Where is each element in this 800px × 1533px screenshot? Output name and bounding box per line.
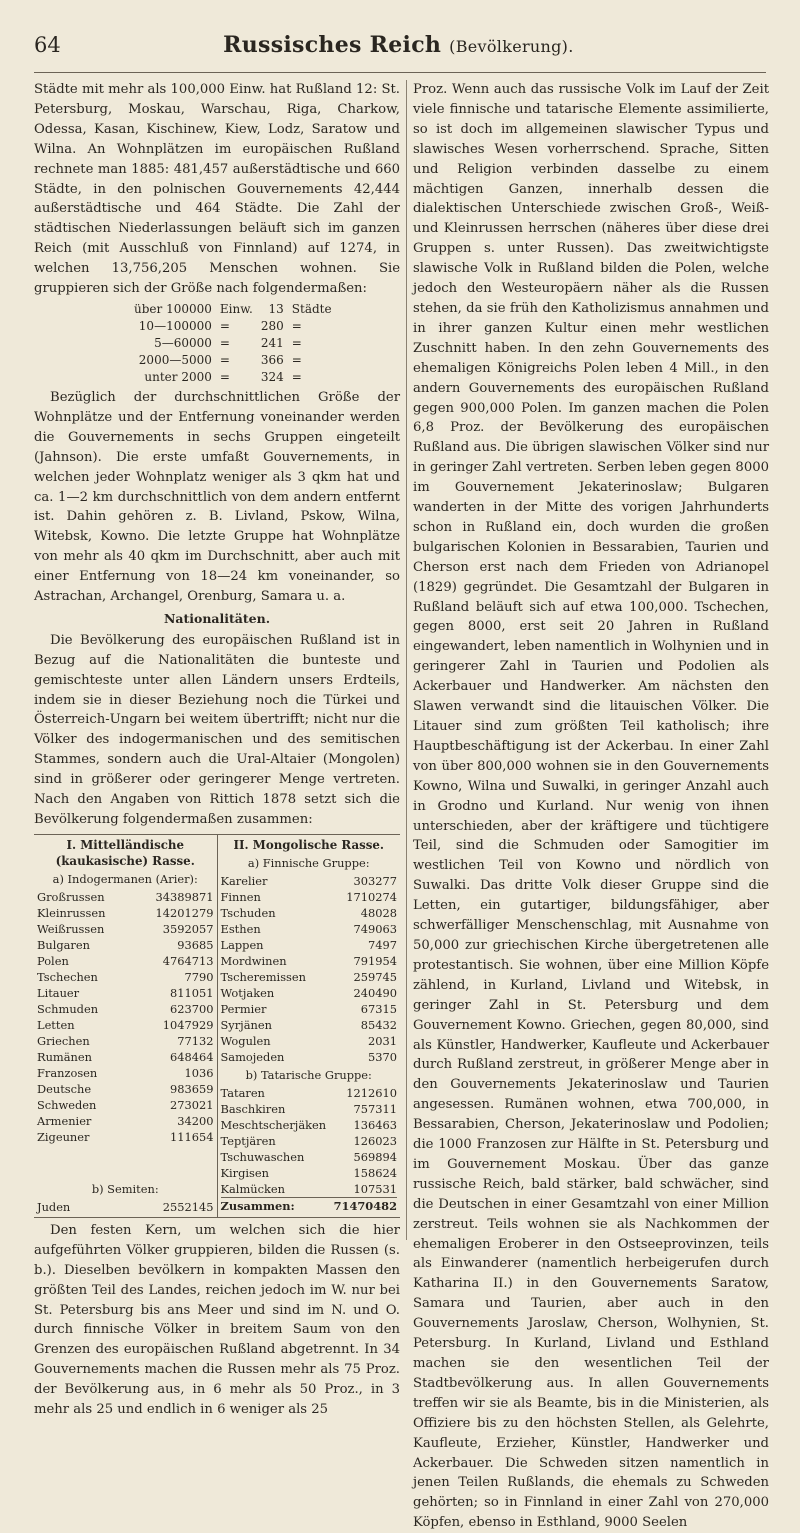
- cell-label: =: [291, 318, 302, 333]
- ethnic-row: [37, 921, 214, 937]
- ethnic-row: [221, 1149, 398, 1165]
- ethnic-count: 7497: [368, 937, 397, 952]
- paragraph: Den festen Kern, um welchen sich die hier aufgeführten Völker gruppieren, bilden die Russen (s. b.). Dieselben bevölkern in kompakten Massen den größten Teil des Landes, reichen jedoch im W. nur bei St. Petersburg bis ans Meer und sind im N. und O. durch finnische Völker in breitem Saum von den Grenzen des europäischen Rußland abgetrennt. In 34 Gouvernements machen die Russen mehr als 75 Proz. der Bevölkerung aus, in 6 mehr als 50 Proz., in 3 mehr als 25 und endlich in 6 weniger als 25: [34, 1222, 400, 1418]
- ethnic-count: 111654: [170, 1129, 214, 1144]
- ethnic-row: [221, 1165, 398, 1181]
- ethnic-name: Baschkiren: [220, 1101, 286, 1116]
- ethnic-row: [221, 1049, 398, 1065]
- running-title-sub: (Bevölkerung).: [449, 37, 574, 56]
- ethnic-count: 85432: [360, 1017, 397, 1032]
- ethnic-count: 1710274: [346, 889, 397, 904]
- ethnic-row: [221, 1181, 398, 1197]
- ethnic-name: Kalmücken: [220, 1181, 285, 1196]
- ethnic-group-title: b) Semiten:: [91, 1181, 159, 1196]
- ethnic-count: 273021: [170, 1097, 214, 1112]
- cell-count: 366: [260, 352, 284, 367]
- city-size-row: [134, 301, 340, 318]
- ethnic-count: 158624: [353, 1165, 397, 1180]
- ethnic-row: [37, 889, 214, 905]
- page-header: [34, 32, 766, 73]
- column-divider: [406, 80, 407, 1240]
- ethnic-row: [37, 1129, 214, 1145]
- right-column: [413, 80, 769, 1533]
- ethnic-count: 5370: [368, 1049, 397, 1064]
- paragraph: Proz. Wenn auch das russische Volk im Lauf der Zeit viele finnische und tatarische Elemente assimilierte, so ist doch im allgemeinen slawischer Typus und slawisches Wesen vorherrschend. Sprache, Sitten und Religion verbinden dasselbe zu einem mächtigen Ganzen, innerhalb dessen die dialektischen Unterschiede zwischen Groß-, Weiß- und Kleinrussen herrschen (näheres über diese drei Gruppen s. unter Russen). Das zweitwichtigste slawische Volk in Rußland bilden die Polen, welche jedoch den Westeuropäern näher als die Russen stehen, da sie früh den Katholizismus annahmen und in ihrer ganzen Kultur einen mehr westlichen Zuschnitt haben. In den zehn Gouvernements des ehemaligen Königreichs Polen leben 4 Mill., in den andern Gouvernements des europäischen Rußland gegen 900,000 Polen. Im ganzen machen die Polen 6,8 Proz. der Bevölkerung des europäischen Rußland aus. Die übrigen slawischen Völker sind nur in geringer Zahl vertreten. Serben leben gegen 8000 im Gouvernement Jekaterinoslaw; Bulgaren wanderten in der Mitte des vorigen Jahrhunderts schon in Rußland ein, doch wurden die großen bulgarischen Kolonien in Bessarabien, Taurien und Cherson erst nach dem Frieden von Adrianopel (1829) gegründet. Die Gesamtzahl der Bulgaren in Rußland beläuft sich auf etwa 100,000. Tschechen, gegen 8000, erst seit 20 Jahren in Rußland eingewandert, leben namentlich in Wolhynien und in geringerer Zahl in Taurien und Podolien als Ackerbauer und Handwerker. Am nächsten den Slawen verwandt sind die litauischen Völker. Die Litauer sind zum größten Teil katholisch; ihre Hauptbeschäftigung ist der Ackerbau. In einer Zahl von über 800,000 wohnen sie in den Gouvernements Kowno, Wilna und Suwalki, in geringer Anzahl auch in Grodno und Kurland. Nur wenig von ihnen unterschieden, aber der kräftigere und tüchtigere Teil, sind die Schmuden oder Samogitier im westlichen Teil von Kowno und nördlich von Suwalki. Das dritte Volk dieser Gruppe sind die Letten, ein gutartiger, bildungsfähiger, aber schwerfälliger Menschenschlag, mit Ausnahme von 50,000 zur griechischen Kirche übergetretenen alle protestantisch. Sie wohnen, über eine Million Köpfe zählend, in Kurland, Livland und Witebsk, in geringer Zahl in St. Petersburg und dem Gouvernement Kowno. Griechen, gegen 80,000, sind als Künstler, Handwerker, Kaufleute und Ackerbauer durch Rußland zerstreut, in größerer Menge aber in den Gouvernements Jekaterinoslaw und Taurien angesessen. Rumänen wohnen, etwa 700,000, in Bessarabien, Cherson, Jekaterinoslaw und Podolien; die 1000 Franzosen zur Hälfte in St. Petersburg und im Gouvernement Moskau. Über das ganze russische Reich, bald stärker, bald schwächer, sind die Deutschen in einer Gesamtzahl von einer Million zerstreut. Teils wohnen sie als Nachkommen der ehemaligen Eroberer in den Ostseeprovinzen, teils als Einwanderer (namentlich herbeigerufen durch Katharina II.) in den Gouvernements Saratow, Samara und Taurien, aber auch in den Gouvernements Jaroslaw, Cherson, Wolhynien, St. Petersburg. In Kurland, Livland und Esthland machen sie den wesentlichen Teil der Stadtbevölkerung aus. In allen Gouvernements treffen wir sie als Beamte, bis in die Ministerien, als Offiziere bis zu den höchsten Stellen, als Gelehrte, Kaufleute, Erzieher, Künstler, Handwerker und Ackerbauer. Die Schweden sitzen namentlich in jenen Teilen Rußlands, die ehemals zu Schweden gehörten; so in Finnland in einer Zahl von 270,000 Köpfen, ebenso in Esthland, 9000 Seelen: [413, 82, 769, 1531]
- ethnic-count: 93685: [177, 937, 214, 952]
- ethnic-total-row: [221, 1197, 398, 1214]
- ethnic-row: [221, 921, 398, 937]
- ethnic-count: 7790: [184, 969, 214, 984]
- running-title: [223, 32, 573, 58]
- total-value: 71470482: [316, 1197, 397, 1214]
- ethnic-name: Karelier: [220, 873, 268, 888]
- cell-unit: =: [219, 352, 230, 367]
- ethnic-row: [221, 889, 398, 905]
- running-title-main: Russisches Reich: [223, 32, 442, 58]
- ethnic-row: [37, 1017, 214, 1033]
- ethnic-name: Teptjären: [220, 1133, 276, 1148]
- cell-range: 5—60000: [154, 335, 212, 350]
- ethnic-row: [37, 1113, 214, 1129]
- ethnic-group-title: b) Tatarische Gruppe:: [245, 1067, 372, 1082]
- ethnic-name: Tschuwaschen: [220, 1149, 305, 1164]
- ethnic-row: [37, 1049, 214, 1065]
- ethnic-row: [37, 985, 214, 1001]
- page-number: 64: [34, 33, 61, 57]
- ethnic-row: [37, 1081, 214, 1097]
- ethnic-row: [221, 905, 398, 921]
- ethnic-name: Samojeden: [220, 1049, 285, 1064]
- ethnic-row: [221, 1117, 398, 1133]
- ethnic-count: 126023: [353, 1133, 397, 1148]
- ethnic-name: Tscheremissen: [220, 969, 306, 984]
- ethnic-count: 749063: [353, 921, 397, 936]
- ethnic-col-title: II. Mongolische Rasse.: [233, 837, 384, 852]
- ethnic-name: Juden: [37, 1199, 71, 1214]
- ethnic-count: 3592057: [162, 921, 214, 936]
- ethnic-count: 67315: [360, 1001, 397, 1016]
- ethnic-name: Bulgaren: [37, 937, 90, 952]
- city-size-row: [134, 369, 340, 386]
- cell-count: 13: [268, 301, 284, 316]
- ethnic-name: Litauer: [37, 985, 80, 1000]
- ethnic-row: [37, 1065, 214, 1081]
- ethnic-name: Deutsche: [37, 1081, 92, 1096]
- ethnic-name: Tschechen: [37, 969, 98, 984]
- ethnic-count: 791954: [353, 953, 397, 968]
- ethnic-count: 569894: [353, 1149, 397, 1164]
- ethnic-row: [221, 1101, 398, 1117]
- ethnic-row: [37, 1001, 214, 1017]
- ethnic-row: [221, 1033, 398, 1049]
- ethnic-count: 811051: [170, 985, 214, 1000]
- ethnic-count: 1047929: [162, 1017, 214, 1032]
- cell-unit: =: [219, 335, 230, 350]
- ethnic-name: Finnen: [220, 889, 261, 904]
- ethnic-row: [221, 1017, 398, 1033]
- ethnic-count: 107531: [353, 1181, 397, 1196]
- ethnic-name: Wotjaken: [220, 985, 275, 1000]
- ethnic-name: Tataren: [220, 1085, 265, 1100]
- ethnic-group-title: a) Finnische Gruppe:: [247, 855, 370, 870]
- ethnic-name: Polen: [37, 953, 69, 968]
- ethnic-count: 757311: [353, 1101, 397, 1116]
- cell-unit: Einw.: [219, 301, 253, 316]
- ethnic-name: Zigeuner: [37, 1129, 90, 1144]
- cell-count: 324: [260, 369, 284, 384]
- ethnic-name: Meschtscherjäken: [220, 1117, 327, 1132]
- ethnic-name: Rumänen: [37, 1049, 92, 1064]
- ethnic-count: 623700: [170, 1001, 214, 1016]
- ethnic-name: Mordwinen: [220, 953, 287, 968]
- cell-range: über 100000: [134, 301, 212, 316]
- cell-label: Städte: [291, 301, 332, 316]
- ethnic-count: 240490: [353, 985, 397, 1000]
- ethnic-count: 2552145: [162, 1199, 214, 1214]
- ethnic-row: [221, 1001, 398, 1017]
- ethnic-name: Lappen: [220, 937, 264, 952]
- cell-range: 10—100000: [138, 318, 212, 333]
- ethnic-count: 648464: [170, 1049, 214, 1064]
- ethnic-count: 34389871: [155, 889, 214, 904]
- ethnic-name: Weißrussen: [37, 921, 105, 936]
- ethnic-col-mediterranean: [34, 835, 217, 1217]
- cell-label: =: [291, 352, 302, 367]
- city-size-row: [134, 335, 340, 352]
- ethnic-name: Permier: [220, 1001, 267, 1016]
- ethnic-row: [37, 969, 214, 985]
- ethnic-row: [221, 873, 398, 889]
- cell-label: =: [291, 369, 302, 384]
- ethnic-count: 14201279: [155, 905, 214, 920]
- section-heading: Nationalitäten.: [163, 610, 271, 626]
- ethnic-count: 136463: [353, 1117, 397, 1132]
- ethnic-col-title: I. Mittelländische (kaukasische) Rasse.: [55, 837, 195, 868]
- paragraph: Städte mit mehr als 100,000 Einw. hat Rußland 12: St. Petersburg, Moskau, Warschau, Riga, Charkow, Odessa, Kasan, Kischinew, Kiew, Lodz, Saratow und Wilna. An Wohnplätzen im europäischen Rußland rechnete man 1885: 481,457 außerstädtische und 660 Städte, in den polnischen Gouvernements 42,444 außerstädtische und 464 Städte. Die Zahl der städtischen Niederlassungen beläuft sich im ganzen Reich (mit Ausschluß von Finnland) auf 1274, in welchen 13,756,205 Menschen wohnen. Sie gruppieren sich der Größe nach folgendermaßen:: [34, 82, 400, 297]
- ethnic-count: 983659: [170, 1081, 214, 1096]
- ethnic-row: [37, 937, 214, 953]
- ethnic-name: Syrjänen: [220, 1017, 272, 1032]
- ethnic-name: Wogulen: [220, 1033, 271, 1048]
- left-column: [34, 80, 400, 1420]
- city-size-row: [134, 352, 340, 369]
- ethnic-count: 48028: [360, 905, 397, 920]
- ethnic-name: Esthen: [220, 921, 261, 936]
- ethnic-name: Franzosen: [37, 1065, 98, 1080]
- paragraph: Die Bevölkerung des europäischen Rußland ist in Bezug auf die Nationalitäten die bunteste und gemischteste unter allen Ländern unsers Erdteils, indem sie in dieser Beziehung noch die Türkei und Österreich-Ungarn bei weitem übertrifft; nicht nur die Völker des indogermanischen und des semitischen Stammes, sondern auch die Ural-Altaier (Mongolen) sind in größerer oder geringerer Menge vertreten. Nach den Angaben von Rittich 1878 setzt sich die Bevölkerung folgendermaßen zusammen:: [34, 632, 400, 827]
- cell-unit: =: [219, 369, 230, 384]
- ethnic-row: [37, 1199, 214, 1215]
- ethnic-count: 4764713: [162, 953, 214, 968]
- ethnic-name: Großrussen: [37, 889, 105, 904]
- ethnic-name: Tschuden: [220, 905, 276, 920]
- ethnic-group-title: a) Indogermanen (Arier):: [52, 871, 198, 886]
- ethnic-row: [37, 1033, 214, 1049]
- cell-range: unter 2000: [144, 369, 212, 384]
- cell-unit: =: [219, 318, 230, 333]
- ethnic-name: Schmuden: [37, 1001, 99, 1016]
- ethnic-row: [221, 969, 398, 985]
- cell-count: 241: [260, 335, 284, 350]
- ethnic-count: 34200: [177, 1113, 214, 1128]
- city-size-table: [134, 301, 400, 386]
- ethnic-row: [221, 937, 398, 953]
- cell-label: =: [291, 335, 302, 350]
- ethnic-count: 303277: [353, 873, 397, 888]
- ethnic-name: Armenier: [37, 1113, 92, 1128]
- ethnic-name: Kirgisen: [220, 1165, 269, 1180]
- city-size-row: [134, 318, 340, 335]
- ethnic-row: [221, 1133, 398, 1149]
- ethnic-row: [221, 953, 398, 969]
- ethnic-name: Schweden: [37, 1097, 97, 1112]
- ethnic-table: [34, 834, 400, 1218]
- ethnic-count: 259745: [353, 969, 397, 984]
- ethnic-row: [221, 1085, 398, 1101]
- ethnic-count: 1212610: [346, 1085, 397, 1100]
- ethnic-count: 77132: [177, 1033, 214, 1048]
- ethnic-name: Letten: [37, 1017, 75, 1032]
- ethnic-col-mongol: [217, 835, 401, 1217]
- ethnic-row: [37, 1097, 214, 1113]
- ethnic-name: Griechen: [37, 1033, 90, 1048]
- ethnic-name: Kleinrussen: [37, 905, 106, 920]
- ethnic-count: 1036: [184, 1065, 214, 1080]
- cell-range: 2000—5000: [138, 352, 212, 367]
- ethnic-row: [221, 985, 398, 1001]
- ethnic-count: 2031: [368, 1033, 397, 1048]
- ethnic-row: [37, 905, 214, 921]
- cell-count: 280: [260, 318, 284, 333]
- paragraph: Bezüglich der durchschnittlichen Größe der Wohnplätze und der Entfernung voneinander werden die Gouvernements in sechs Gruppen eingeteilt (Jahnson). Die erste umfaßt Gouvernements, in welchen jeder Wohnplatz weniger als 3 qkm hat und ca. 1—2 km durchschnittlich von dem andern entfernt ist. Dahin gehören z. B. Livland, Pskow, Wilna, Witebsk, Kowno. Die letzte Gruppe hat Wohnplätze von mehr als 40 qkm im Durchschnitt, aber auch mit einer Entfernung von 18—24 km voneinander, so Astrachan, Archangel, Orenburg, Samara u. a.: [34, 389, 400, 605]
- total-label: Zusammen:: [221, 1197, 316, 1214]
- ethnic-row: [37, 953, 214, 969]
